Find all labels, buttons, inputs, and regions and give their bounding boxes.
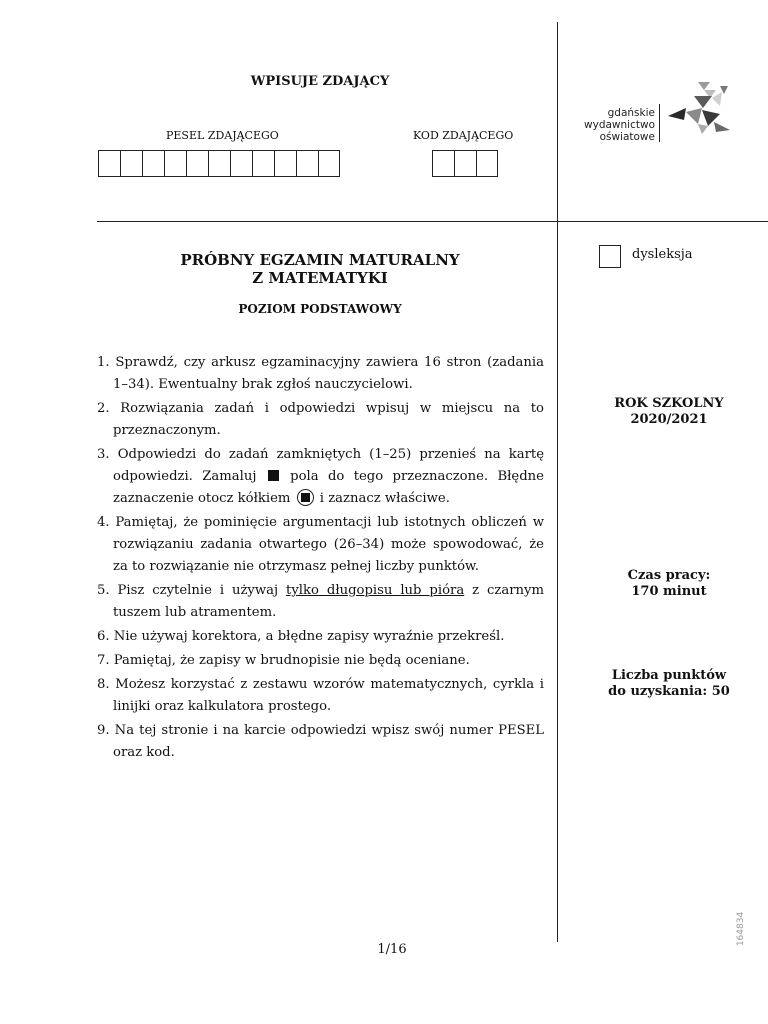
publisher-logo-text [560,107,655,143]
kod-digit-box[interactable] [454,150,476,177]
instruction-emphasis: tylko długopisu lub pióra [286,583,465,598]
pesel-boxes[interactable] [98,150,340,177]
logo-line-2: wydawnictwo [584,119,655,131]
school-year-value: 2020/2021 [630,412,708,427]
exam-title-line-2: Z MATEMATYKI [252,269,388,287]
pesel-digit-box[interactable] [274,150,296,177]
dyslexia-label: dysleksja [632,247,693,262]
instruction-item [97,444,544,510]
instruction-item: 2. Rozwiązania zadań i odpowiedzi wpisuj w miejscu na to przeznaczonym. [97,401,544,438]
instruction-text: i zaznacz właściwe. [319,491,450,506]
instruction-text: z czarnym tuszem lub atramentem. [113,583,544,620]
pesel-digit-box[interactable] [208,150,230,177]
logo-line-3: oświatowe [599,131,655,143]
instruction-text: 5. Pisz czytelnie i używaj [97,583,279,598]
pesel-digit-box[interactable] [252,150,274,177]
exam-title-line-1: PRÓBNY EGZAMIN MATURALNY [180,251,460,269]
instruction-item: 7. Pamiętaj, że zapisy w brudnopisie nie będą oceniane. [97,653,470,668]
horizontal-divider [97,221,768,222]
work-time-label: Czas pracy: [627,568,711,583]
instructions-list [97,352,544,766]
vertical-divider [557,22,558,942]
work-time-block [580,568,758,600]
pesel-digit-box[interactable] [318,150,340,177]
document-code [724,912,754,952]
work-time-value: 170 minut [631,584,707,599]
points-value: do uzyskania: 50 [608,684,730,699]
kod-boxes[interactable] [432,150,498,177]
kod-digit-box[interactable] [432,150,454,177]
kod-label: KOD ZDAJĄCEGO [413,129,514,142]
document-code-text: 164834 [736,911,747,947]
pesel-digit-box[interactable] [98,150,120,177]
pesel-digit-box[interactable] [186,150,208,177]
points-block [580,668,758,700]
instruction-item: 1. Sprawdź, czy arkusz egzaminacyjny zawiera 16 stron (zadania 1–34). Ewentualny brak zgłoś nauczycielowi. [97,355,544,392]
instruction-item: 9. Na tej stronie i na karcie odpowiedzi wpisz swój numer PESEL oraz kod. [97,723,544,760]
instruction-item: 6. Nie używaj korektora, a błędne zapisy wyraźnie przekreśl. [97,629,505,644]
instruction-item: 8. Możesz korzystać z zestawu wzorów matematycznych, cyrkla i linijki oraz kalkulatora prostego. [97,677,544,714]
instruction-item [97,580,544,624]
pesel-digit-box[interactable] [230,150,252,177]
logo-separator [659,104,660,142]
kod-digit-box[interactable] [476,150,498,177]
page-number: 1/16 [377,942,407,957]
dyslexia-checkbox[interactable] [599,245,621,268]
school-year-block [580,396,758,428]
instruction-text: 3. Odpowiedzi do zadań zamkniętych (1–25) przenieś na kartę odpowiedzi. Zamaluj [97,447,544,484]
exam-level: POZIOM PODSTAWOWY [238,302,402,316]
points-label: Liczba punktów [611,668,727,683]
instruction-text: pola do tego przeznaczone. Błędne zaznaczenie otocz kółkiem [113,469,544,506]
pesel-digit-box[interactable] [120,150,142,177]
filled-square-icon [268,470,279,481]
pesel-digit-box[interactable] [142,150,164,177]
pesel-label: PESEL ZDAJĄCEGO [166,129,279,142]
pesel-digit-box[interactable] [296,150,318,177]
circled-square-icon [297,489,314,506]
logo-line-1: gdańskie [607,107,655,119]
school-year-label: ROK SZKOLNY [614,396,724,411]
publisher-logo-icon [664,80,734,136]
instruction-item: 4. Pamiętaj, że pominięcie argumentacji lub istotnych obliczeń w rozwiązaniu zadania otwartego (26–34) może spowodować, że za to rozwiązanie nie otrzymasz pełnej liczby punktów. [97,515,544,574]
header-title: WPISUJE ZDAJĄCY [250,74,390,89]
pesel-digit-box[interactable] [164,150,186,177]
exam-title [97,251,543,287]
